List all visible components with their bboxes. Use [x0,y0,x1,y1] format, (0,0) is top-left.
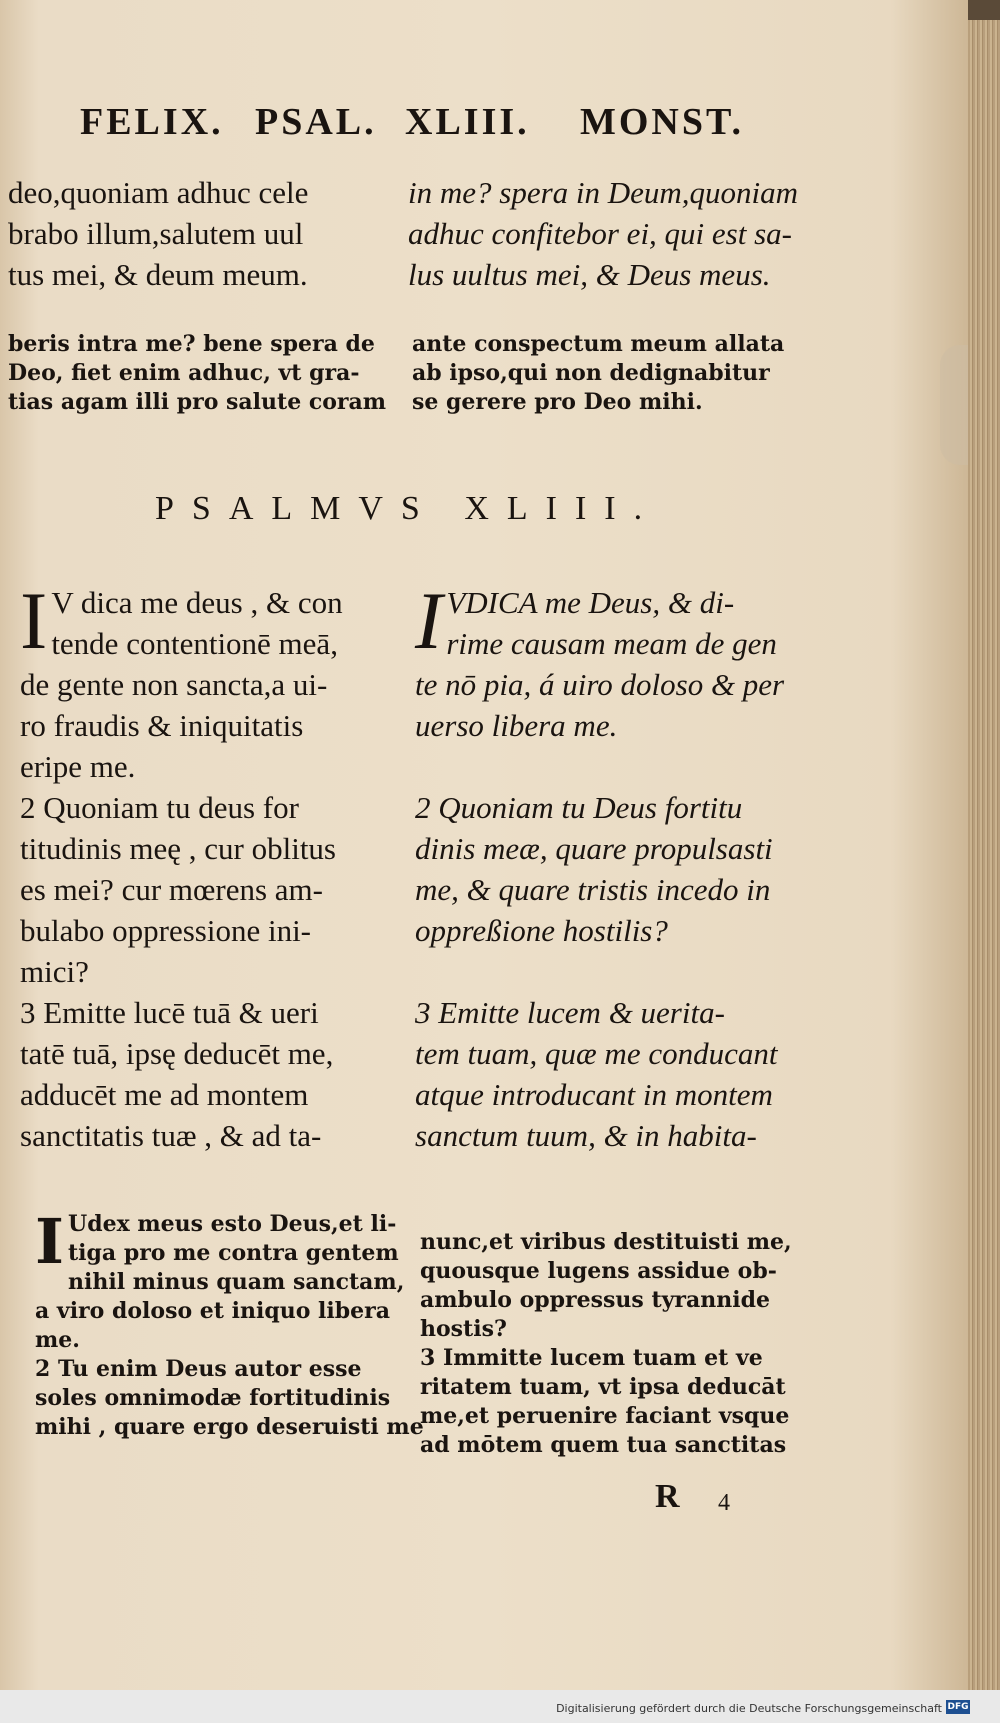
text-line: adducēt me ad montem [20,1077,309,1112]
top-left-gothic [8,330,398,417]
text-line: adhuc confitebor ei, qui est sa- [408,216,792,251]
text-line: rime causam meam de gen [446,626,777,661]
text-line: Deo, fiet enim adhuc, vt gra- [8,360,360,386]
text-line: atque introducant in montem [415,1077,773,1112]
text-line: ambulo oppressus tyrannide [420,1287,770,1313]
running-head-center: PSAL. [255,101,377,143]
text-line: mici? [20,954,89,989]
text-line: sanctum tuum, & in habita- [415,1118,757,1153]
text-line: brabo illum,salutem uul [8,216,304,251]
running-head-left: FELIX. [80,101,224,143]
text-line: me,et peruenire faciant vsque [420,1403,790,1429]
text-line: tias agam illi pro salute coram [8,389,387,415]
text-line: me. [35,1327,80,1353]
text-line: tatē tuā, ipsę deducēt me, [20,1036,334,1071]
bottom-left-gothic [35,1205,424,1442]
text-line: ante conspectum meum allata [412,331,785,357]
top-left-roman [8,172,398,295]
text-line: VDICA me Deus, & di- [446,585,735,620]
text-line: nunc,et viribus destituisti me, [420,1229,792,1255]
text-line: tiga pro me contra gentem [68,1240,399,1266]
page-edge [968,20,1000,1690]
text-line: nihil minus quam sanctam, [68,1269,405,1295]
main-right-column [415,575,835,1156]
text-line: ritatem tuam, vt ipsa deducāt [420,1374,786,1400]
text-line: 3 Emitte lucem & uerita- [415,995,725,1030]
text-line: eripe me. [20,749,136,784]
text-line: in me? spera in Deum,quoniam [408,175,799,210]
text-line: 2 Tu enim Deus autor esse [35,1356,362,1382]
text-line: se gerere pro Deo mihi. [412,389,703,415]
psalm-title: PSALMVS XLIII. [155,490,661,527]
bottom-right-gothic [420,1228,840,1460]
text-line: soles omnimodæ fortitudinis [35,1385,391,1411]
running-head-right: MONST. [580,101,745,143]
text-line: ad mōtem quem tua sanctitas [420,1432,787,1458]
footer-credit: Digitalisierung gefördert durch die Deutsche Forschungsgemeinschaft [556,1702,942,1715]
main-left-column [20,575,420,1156]
top-right-gothic [412,330,832,417]
text-line: oppreßione hostilis? [415,913,668,948]
text-line: 3 Immitte lucem tuam et ve [420,1345,763,1371]
top-right-italic [408,172,828,295]
text-line: Udex meus esto Deus,et li- [68,1211,397,1237]
text-line: uerso libera me. [415,708,618,743]
text-line: tem tuam, quæ me conducant [415,1036,778,1071]
signature-mark: R [655,1478,680,1515]
text-line: te nō pia, á uiro doloso & per [415,667,785,702]
text-line [415,746,835,787]
text-line: tende contentionē meā, [51,626,338,661]
text-line: mihi , quare ergo deseruisti me [35,1414,424,1440]
text-line: 2 Quoniam tu deus for [20,790,299,825]
text-line: me, & quare tristis incedo in [415,872,771,907]
text-line: V dica me deus , & con [51,585,343,620]
text-line: 3 Emitte lucē tuā & ueri [20,995,319,1030]
text-line: ro fraudis & iniquitatis [20,708,304,743]
text-line: bulabo oppressione ini- [20,913,312,948]
text-line: deo,quoniam adhuc cele [8,175,309,210]
text-line: sanctitatis tuæ , & ad ta- [20,1118,322,1153]
text-line: tus mei, & deum meum. [8,257,308,292]
page-tab [940,345,968,465]
text-line: ab ipso,qui non dedignabitur [412,360,770,386]
text-line: 2 Quoniam tu Deus fortitu [415,790,743,825]
text-line [415,951,835,992]
text-line: lus uultus mei, & Deus meus. [408,257,771,292]
text-line: hostis? [420,1316,507,1342]
text-line: dinis meæ, quare propulsasti [415,831,773,866]
drop-initial: I [415,575,443,666]
text-line: titudinis meę , cur oblitus [20,831,336,866]
dfg-logo: DFG [947,1702,969,1712]
text-line: a viro doloso et iniquo libera [35,1298,390,1324]
running-head-number: XLIII. [405,101,530,143]
text-line: de gente non sancta,a ui- [20,667,328,702]
signature-number: 4 [718,1490,730,1516]
text-line: beris intra me? bene spera de [8,331,375,357]
drop-initial: I [20,575,48,666]
drop-initial: I [35,1205,65,1278]
text-line: es mei? cur mœrens am- [20,872,323,907]
text-line: quousque lugens assidue ob- [420,1258,777,1284]
